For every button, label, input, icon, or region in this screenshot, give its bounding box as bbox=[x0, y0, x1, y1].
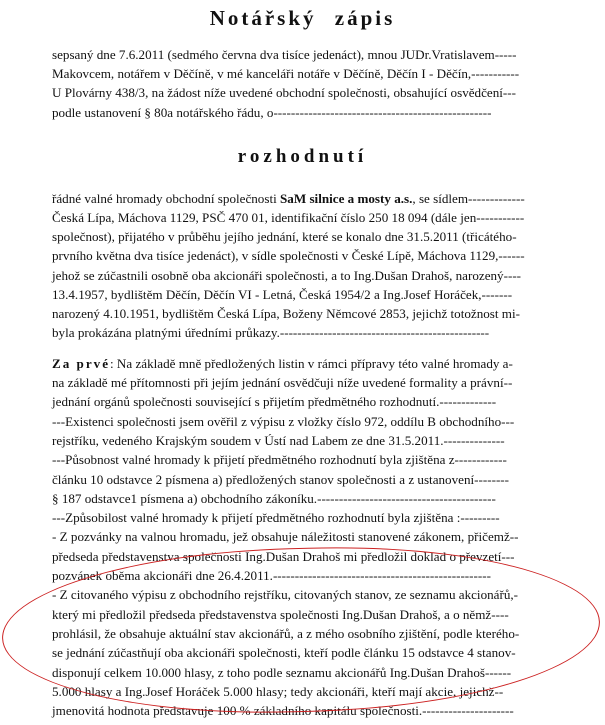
first-point-line: jmenovitá hodnota představuje 100 % základního kapitálu společnosti.--------------------- bbox=[52, 703, 514, 719]
first-point-line: se jednání zúčastňují oba akcionáři společnosti, kteří podle článku 15 odstavce 4 stanov- bbox=[52, 645, 516, 661]
decision-suffix: , se sídlem------------- bbox=[412, 191, 525, 206]
first-point-line: rejstříku, vedeného Krajským soudem v Ústí nad Labem ze dne 31.5.2011.-------------- bbox=[52, 432, 505, 448]
decision-line: prvního května dva tisíce jedenáct), v sídle společnosti v České Lípě, Máchova 1129,------ bbox=[52, 248, 525, 264]
first-point-line: na základě mé přítomnosti při jejím jednání osvědčuji níže uvedené formality a právní-- bbox=[52, 375, 513, 390]
decision-prefix: řádné valné hromady obchodní společnosti bbox=[52, 191, 280, 206]
document-title: Notářský zápis bbox=[209, 6, 396, 30]
decision-line: jehož se zúčastnili osobně oba akcionáři společnosti, a to Ing.Dušan Drahoš, narozený---- bbox=[52, 267, 522, 283]
intro-line: sepsaný dne 7.6.2011 (sedmého června dva tisíce jedenáct), mnou JUDr.Vratislavem----- bbox=[52, 47, 517, 62]
first-point-line: jednání orgánů společnosti související s přijetím předmětného rozhodnutí.------------- bbox=[52, 394, 497, 410]
first-point-line: článku 10 odstavce 2 písmena a) předložených stanov společnosti a z ustanovení-------- bbox=[52, 471, 510, 487]
first-point-line: pozvánek oběma akcionáři dne 26.4.2011.-------------------------------------------------- bbox=[52, 568, 491, 583]
first-point-rest: : Na základě mně předložených listin v rámci přípravy této valné hromady a- bbox=[110, 356, 513, 371]
section-heading: rozhodnutí bbox=[237, 146, 368, 167]
first-point-line bbox=[52, 355, 513, 372]
first-point-line: § 187 odstavce1 písmena a) obchodního zákoníku.----------------------------------------- bbox=[52, 490, 496, 506]
decision-first-line bbox=[52, 190, 525, 207]
company-name: SaM silnice a mosty a.s. bbox=[280, 191, 413, 206]
decision-line: společnost), přijatého v průběhu jejího jednání, které se konalo dne 31.5.2011 (třicátého- bbox=[52, 229, 517, 245]
first-point-line: který mi předložil předseda představenstva společnosti Ing.Dušan Drahoš, a o němž---- bbox=[52, 606, 509, 622]
first-point-line: 5.000 hlasy a Ing.Josef Horáček 5.000 hlasy; tedy akcionáři, kteří mají akcie, jejichž-- bbox=[52, 683, 504, 699]
first-point-label: Za prvé bbox=[52, 356, 111, 371]
first-point-line: ---Působnost valné hromady k přijetí předmětného rozhodnutí byla zjištěna z------------ bbox=[52, 452, 507, 468]
first-point-line: disponují celkem 10.000 hlasy, z toho podle seznamu akcionářů Ing.Dušan Drahoš------ bbox=[52, 664, 512, 680]
decision-line: 13.4.1957, bydlištěm Děčín, Děčín VI - Letná, Česká 1954/2 a Ing.Josef Horáček,------- bbox=[52, 286, 513, 302]
first-point-line: - Z pozvánky na valnou hromadu, jež obsahuje náležitosti stanovené zákonem, přičemž-- bbox=[52, 529, 519, 545]
decision-line: narozený 4.10.1951, bydlištěm Česká Lípa, Boženy Němcové 2853, jejichž totožnost mi- bbox=[52, 306, 520, 321]
first-point-line: - Z citovaného výpisu z obchodního rejstříku, citovaných stanov, ze seznamu akcionářů,- bbox=[52, 587, 519, 603]
first-point-line: prohlásil, že obsahuje aktuální stav akcionářů, a z mého osobního zjištění, podle kterého- bbox=[52, 625, 520, 641]
decision-line: byla prokázána platnými úředními průkazy.------------------------------------------------ bbox=[52, 325, 490, 341]
decision-line: Česká Lípa, Máchova 1129, PSČ 470 01, identifikační číslo 250 18 094 (dále jen----------- bbox=[52, 210, 525, 225]
first-point-line: ---Způsobilost valné hromady k přijetí předmětného rozhodnutí byla zjištěna :--------- bbox=[52, 510, 500, 526]
first-point-line: ---Existenci společnosti jsem ověřil z výpisu z vložky číslo 972, oddílu B obchodního--- bbox=[52, 413, 515, 429]
intro-line: podle ustanovení § 80a notářského řádu, o-------------------------------------------------- bbox=[52, 104, 492, 120]
first-point-line: předseda představenstva společnosti Ing.Dušan Drahoš mi předložil doklad o převzetí--- bbox=[52, 548, 515, 564]
intro-line: Makovcem, notářem v Děčíně, v mé kanceláři notáře v Děčíně, Děčín I - Děčín,----------- bbox=[52, 66, 520, 82]
intro-line: U Plovárny 438/3, na žádost níže uvedené obchodní společnosti, obsahující osvědčení--- bbox=[52, 85, 516, 101]
